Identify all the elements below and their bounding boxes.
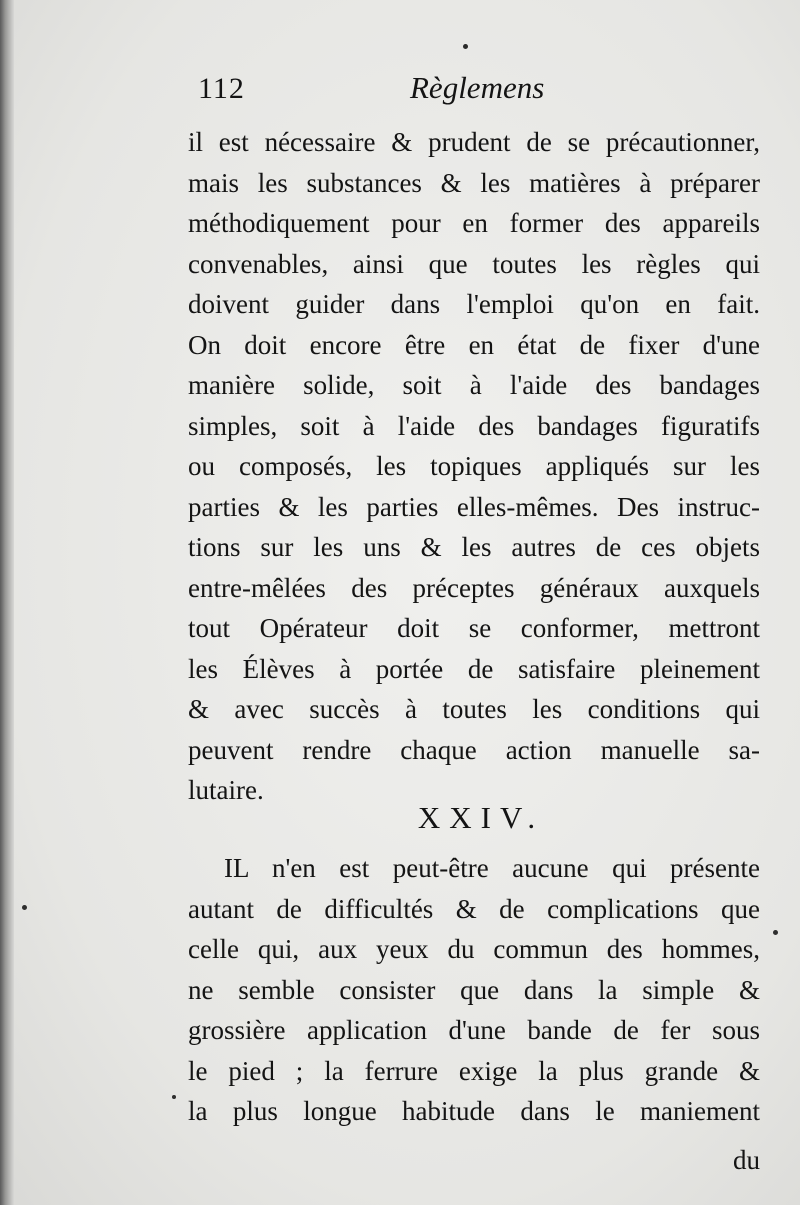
section-heading: XXIV. (417, 800, 545, 835)
text-line: parties & les parties elles-mêmes. Des instruc- (188, 491, 760, 522)
paragraph-continued (188, 122, 760, 811)
text-line: celle qui, aux yeux du commun des hommes, (188, 934, 760, 964)
page-number: 112 (198, 72, 245, 105)
text-line: tout Opérateur doit se conformer, mettront (188, 613, 760, 643)
page-gutter (0, 0, 14, 1205)
ink-speck (22, 905, 27, 910)
text-line: autant de difficultés & de complications que (188, 893, 760, 924)
paragraph-section-xxiv (188, 848, 760, 1132)
text-line: simples, soit à l'aide des bandages figuratifs (188, 410, 760, 441)
text-line: les Élèves à portée de satisfaire pleinement (188, 653, 760, 684)
text-line: lutaire. (188, 775, 264, 805)
text-line: doivent guider dans l'emploi qu'on en fait. (188, 289, 760, 319)
text-line: On doit encore être en état de fixer d'une (188, 329, 760, 360)
text-line: entre-mêlées des préceptes généraux auxquels (188, 572, 760, 603)
text-line: grossière application d'une bande de fer sous (188, 1015, 760, 1045)
running-title: Règlemens (410, 70, 545, 105)
text-line: peuvent rendre chaque action manuelle sa- (188, 734, 760, 765)
text-line: mais les substances & les matières à préparer (188, 167, 760, 198)
text-line: tions sur les uns & les autres de ces objets (188, 532, 760, 562)
running-head (188, 70, 758, 110)
text-line: ou composés, les topiques appliqués sur les (188, 451, 760, 481)
text-line: convenables, ainsi que toutes les règles qui (188, 248, 760, 279)
text-line: ne semble consister que dans la simple & (188, 974, 760, 1005)
text-line: manière solide, soit à l'aide des bandages (188, 370, 760, 400)
text-line: la plus longue habitude dans le maniement (188, 1096, 760, 1126)
ink-speck (773, 930, 778, 935)
text-line: méthodiquement pour en former des appareils (188, 208, 760, 238)
text-line: il est nécessaire & prudent de se précautionner, (188, 127, 760, 157)
ink-speck (172, 1095, 176, 1099)
ink-dot (463, 44, 468, 49)
catchword: du (733, 1145, 760, 1175)
text-line: & avec succès à toutes les conditions qui (188, 694, 760, 724)
text-line: IL n'en est peut-être aucune qui présente (224, 853, 760, 883)
text-line: le pied ; la ferrure exige la plus grande & (188, 1055, 760, 1086)
